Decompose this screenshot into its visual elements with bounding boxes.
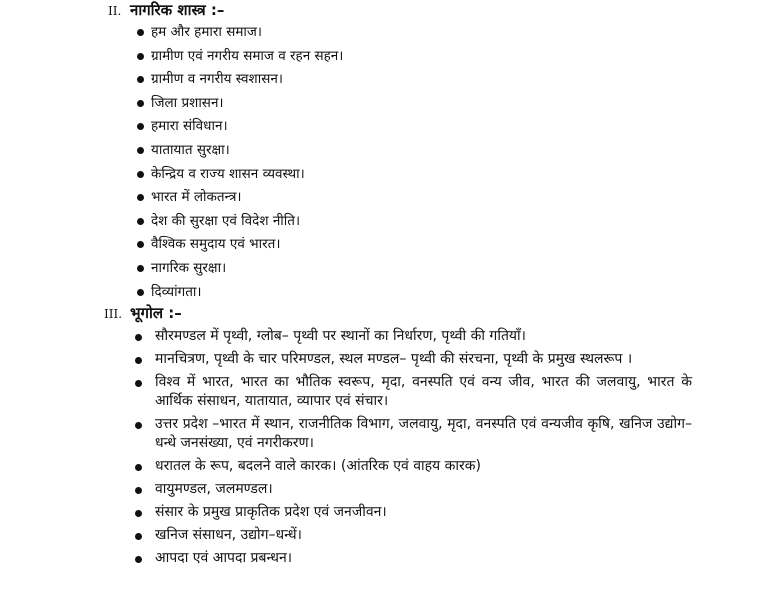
bullet-icon [137, 265, 144, 272]
list-item: उत्तर प्रदेश –भारत में स्थान, राजनीतिक विभाग, जलवायु, मृदा, वनस्पति एवं वन्यजीव कृषि, खनिज उद्योग–धन्धे जनसंख्या, एवं नगरीकरण। [155, 415, 695, 453]
list-item: मानचित्रण, पृथ्वी के चार परिमण्डल, स्थल मण्डल– पृथ्वी की संरचना, पृथ्वी के प्रमुख स्थलरूप । [155, 350, 695, 369]
bullet-icon [135, 556, 142, 563]
bullet-icon [137, 218, 144, 225]
bullet-icon [137, 76, 144, 83]
list-item: देश की सुरक्षा एवं विदेश नीति। [151, 212, 751, 236]
list-item: नागरिक सुरक्षा। [151, 259, 751, 283]
list-item: वैश्विक समुदाय एवं भारत। [151, 235, 751, 259]
section-heading-civics [108, 0, 224, 20]
list-item: हम और हमारा समाज। [151, 23, 751, 47]
list-item: जिला प्रशासन। [151, 94, 751, 118]
section-numeral: II. [108, 4, 122, 18]
bullet-icon [135, 487, 142, 494]
geography-topic-list [155, 327, 695, 572]
list-item: सौरमण्डल में पृथ्वी, ग्लोब– पृथ्वी पर स्थानों का निर्धारण, पृथ्वी की गतियाँ। [155, 327, 695, 346]
bullet-icon [137, 53, 144, 60]
bullet-icon [135, 380, 142, 387]
list-item: यातायात सुरक्षा। [151, 141, 751, 165]
list-item: ग्रामीण व नगरीय स्वशासन। [151, 70, 751, 94]
list-item: संसार के प्रमुख प्राकृतिक प्रदेश एवं जनजीवन। [155, 503, 695, 522]
bullet-icon [137, 123, 144, 130]
bullet-icon [135, 510, 142, 517]
list-item: वायुमण्डल, जलमण्डल। [155, 480, 695, 499]
civics-topic-list [151, 23, 751, 306]
bullet-icon [137, 100, 144, 107]
list-item: दिव्यांगता। [151, 283, 751, 307]
list-item: केन्द्रिय व राज्य शासन व्यवस्था। [151, 165, 751, 189]
bullet-icon [135, 334, 142, 341]
list-item: विश्व में भारत, भारत का भौतिक स्वरूप, मृदा, वनस्पति एवं वन्य जीव, भारत की जलवायु, भारत के आर्थिक संसाधन, यातायात, व्यापार एवं संचार। [155, 373, 695, 411]
bullet-icon [137, 241, 144, 248]
bullet-icon [137, 147, 144, 154]
bullet-icon [135, 464, 142, 471]
bullet-icon [137, 194, 144, 201]
list-item: भारत में लोकतन्त्र। [151, 188, 751, 212]
bullet-icon [137, 171, 144, 178]
bullet-icon [137, 29, 144, 36]
list-item: ग्रामीण एवं नगरीय समाज व रहन सहन। [151, 47, 751, 71]
bullet-icon [135, 422, 142, 429]
section-numeral: III. [104, 307, 123, 321]
bullet-icon [135, 357, 142, 364]
list-item: धरातल के रूप, बदलने वाले कारक। (आंतरिक एवं वाहय कारक) [155, 457, 695, 476]
section-title: भूगोल :– [130, 304, 182, 322]
list-item: हमारा संविधान। [151, 117, 751, 141]
bullet-icon [135, 533, 142, 540]
section-title: नागरिक शास्त्र :– [130, 1, 225, 19]
section-heading-geography [104, 303, 182, 323]
list-item: खनिज संसाधन, उद्योग–धन्धें। [155, 526, 695, 545]
list-item: आपदा एवं आपदा प्रबन्धन। [155, 549, 695, 568]
bullet-icon [137, 289, 144, 296]
